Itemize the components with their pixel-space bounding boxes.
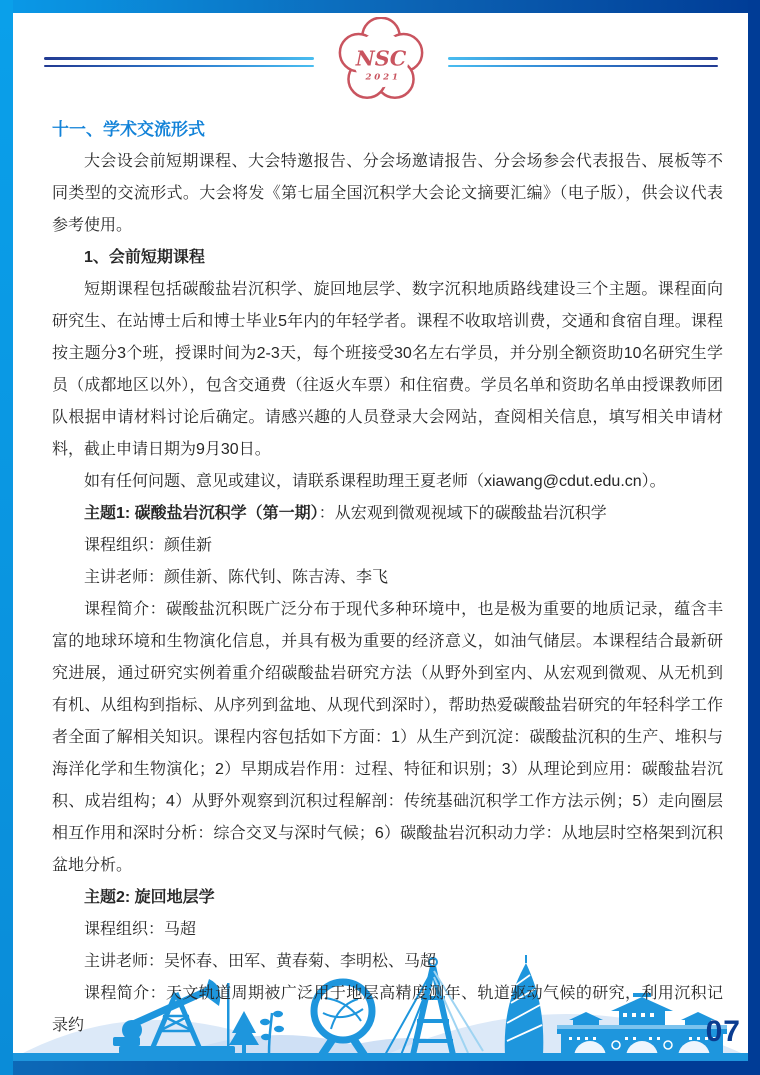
frame-left bbox=[0, 0, 13, 1075]
section-title: 十一、学术交流形式 bbox=[52, 120, 205, 139]
logo-year: 2021 bbox=[365, 71, 401, 82]
frame-bottom bbox=[0, 1061, 760, 1075]
contact-paragraph: 如有任何问题、意见或建议，请联系课程助理王夏老师（xiawang@cdut.edu.cn）。 bbox=[84, 473, 666, 490]
topic2-organizer: 课程组织：马超 bbox=[84, 921, 197, 938]
page-number: 07 bbox=[705, 1015, 741, 1048]
frame-right bbox=[748, 0, 760, 1075]
subsection-title: 1、会前短期课程 bbox=[84, 249, 205, 266]
ground-strip bbox=[13, 1053, 748, 1061]
nsc-2021-logo bbox=[338, 17, 424, 108]
course-overview-paragraph: 短期课程包括碳酸盐岩沉积学、旋回地层学、数字沉积地质路线建设三个主题。课程面向研究生、在站博士后和博士毕业5年内的年轻学者。课程不收取培训费，交通和食宿自理。课程按主题分3个班，授课时间为2-3天，每个班接受30名左右学员，并分别全额资助10名研究生学员（成都地区以外），包含交通费（往返火车票）和住宿费。学员名单和资助名单由授课教师团队根据申请材料讨论后确定。请感兴趣的人员登录大会网站，查阅相关信息，填写相关申请材料，截止申请日期为9月30日。 bbox=[52, 281, 723, 458]
topic1-lecturers: 主讲老师：颜佳新、陈代钊、陈吉涛、李飞 bbox=[84, 569, 389, 586]
header-rule-right bbox=[448, 57, 718, 67]
topic2-title: 主题2: 旋回地层学 bbox=[84, 889, 215, 906]
page-header bbox=[44, 14, 718, 110]
topic2-lecturers: 主讲老师：吴怀春、田军、黄春菊、李明松、马超 bbox=[84, 953, 437, 970]
topic1-organizer: 课程组织：颜佳新 bbox=[84, 537, 213, 554]
topic2-intro-paragraph: 课程简介：天文轨道周期被广泛用于地层高精度测年、轨道驱动气候的研究，利用沉积记录约 bbox=[52, 985, 723, 1034]
logo-acronym: NSC bbox=[355, 45, 407, 71]
header-rule-left bbox=[44, 57, 314, 67]
intro-paragraph: 大会设会前短期课程、大会特邀报告、分会场邀请报告、分会场参会代表报告、展板等不同类型的交流形式。大会将发《第七届全国沉积学大会论文摘要汇编》（电子版），供会议代表参考使用。 bbox=[52, 153, 723, 234]
topic1-title: 主题1: 碳酸盐岩沉积学（第一期）：从宏观到微观视域下的碳酸盐岩沉积学 bbox=[84, 505, 607, 522]
document-body bbox=[52, 114, 723, 1042]
frame-top bbox=[0, 0, 760, 13]
topic1-intro-paragraph: 课程简介：碳酸盐沉积既广泛分布于现代多种环境中，也是极为重要的地质记录，蕴含丰富的地球环境和生物演化信息，并具有极为重要的经济意义，如油气储层。本课程结合最新研究进展，通过研究实例着重介绍碳酸盐岩研究方法（从野外到室内、从宏观到微观、从无机到有机、从组构到指标、从序列到盆地、从现代到深时），帮助热爱碳酸盐岩研究的年轻科学工作者全面了解相关知识。课程内容包括如下方面：1）从生产到沉淀：碳酸盐沉积的生产、堆积与海洋化学和生物演化；2）早期成岩作用：过程、特征和识别；3）从理论到应用：碳酸盐岩沉积、成岩组构；4）从野外观察到沉积过程解剖：传统基础沉积学工作方法示例；5）走向圈层相互作用和深时分析：综合交叉与深时气候；6）碳酸盐岩沉积动力学：从地层时空格架到沉积盆地分析。 bbox=[52, 601, 723, 874]
plum-blossom-icon bbox=[338, 17, 424, 103]
